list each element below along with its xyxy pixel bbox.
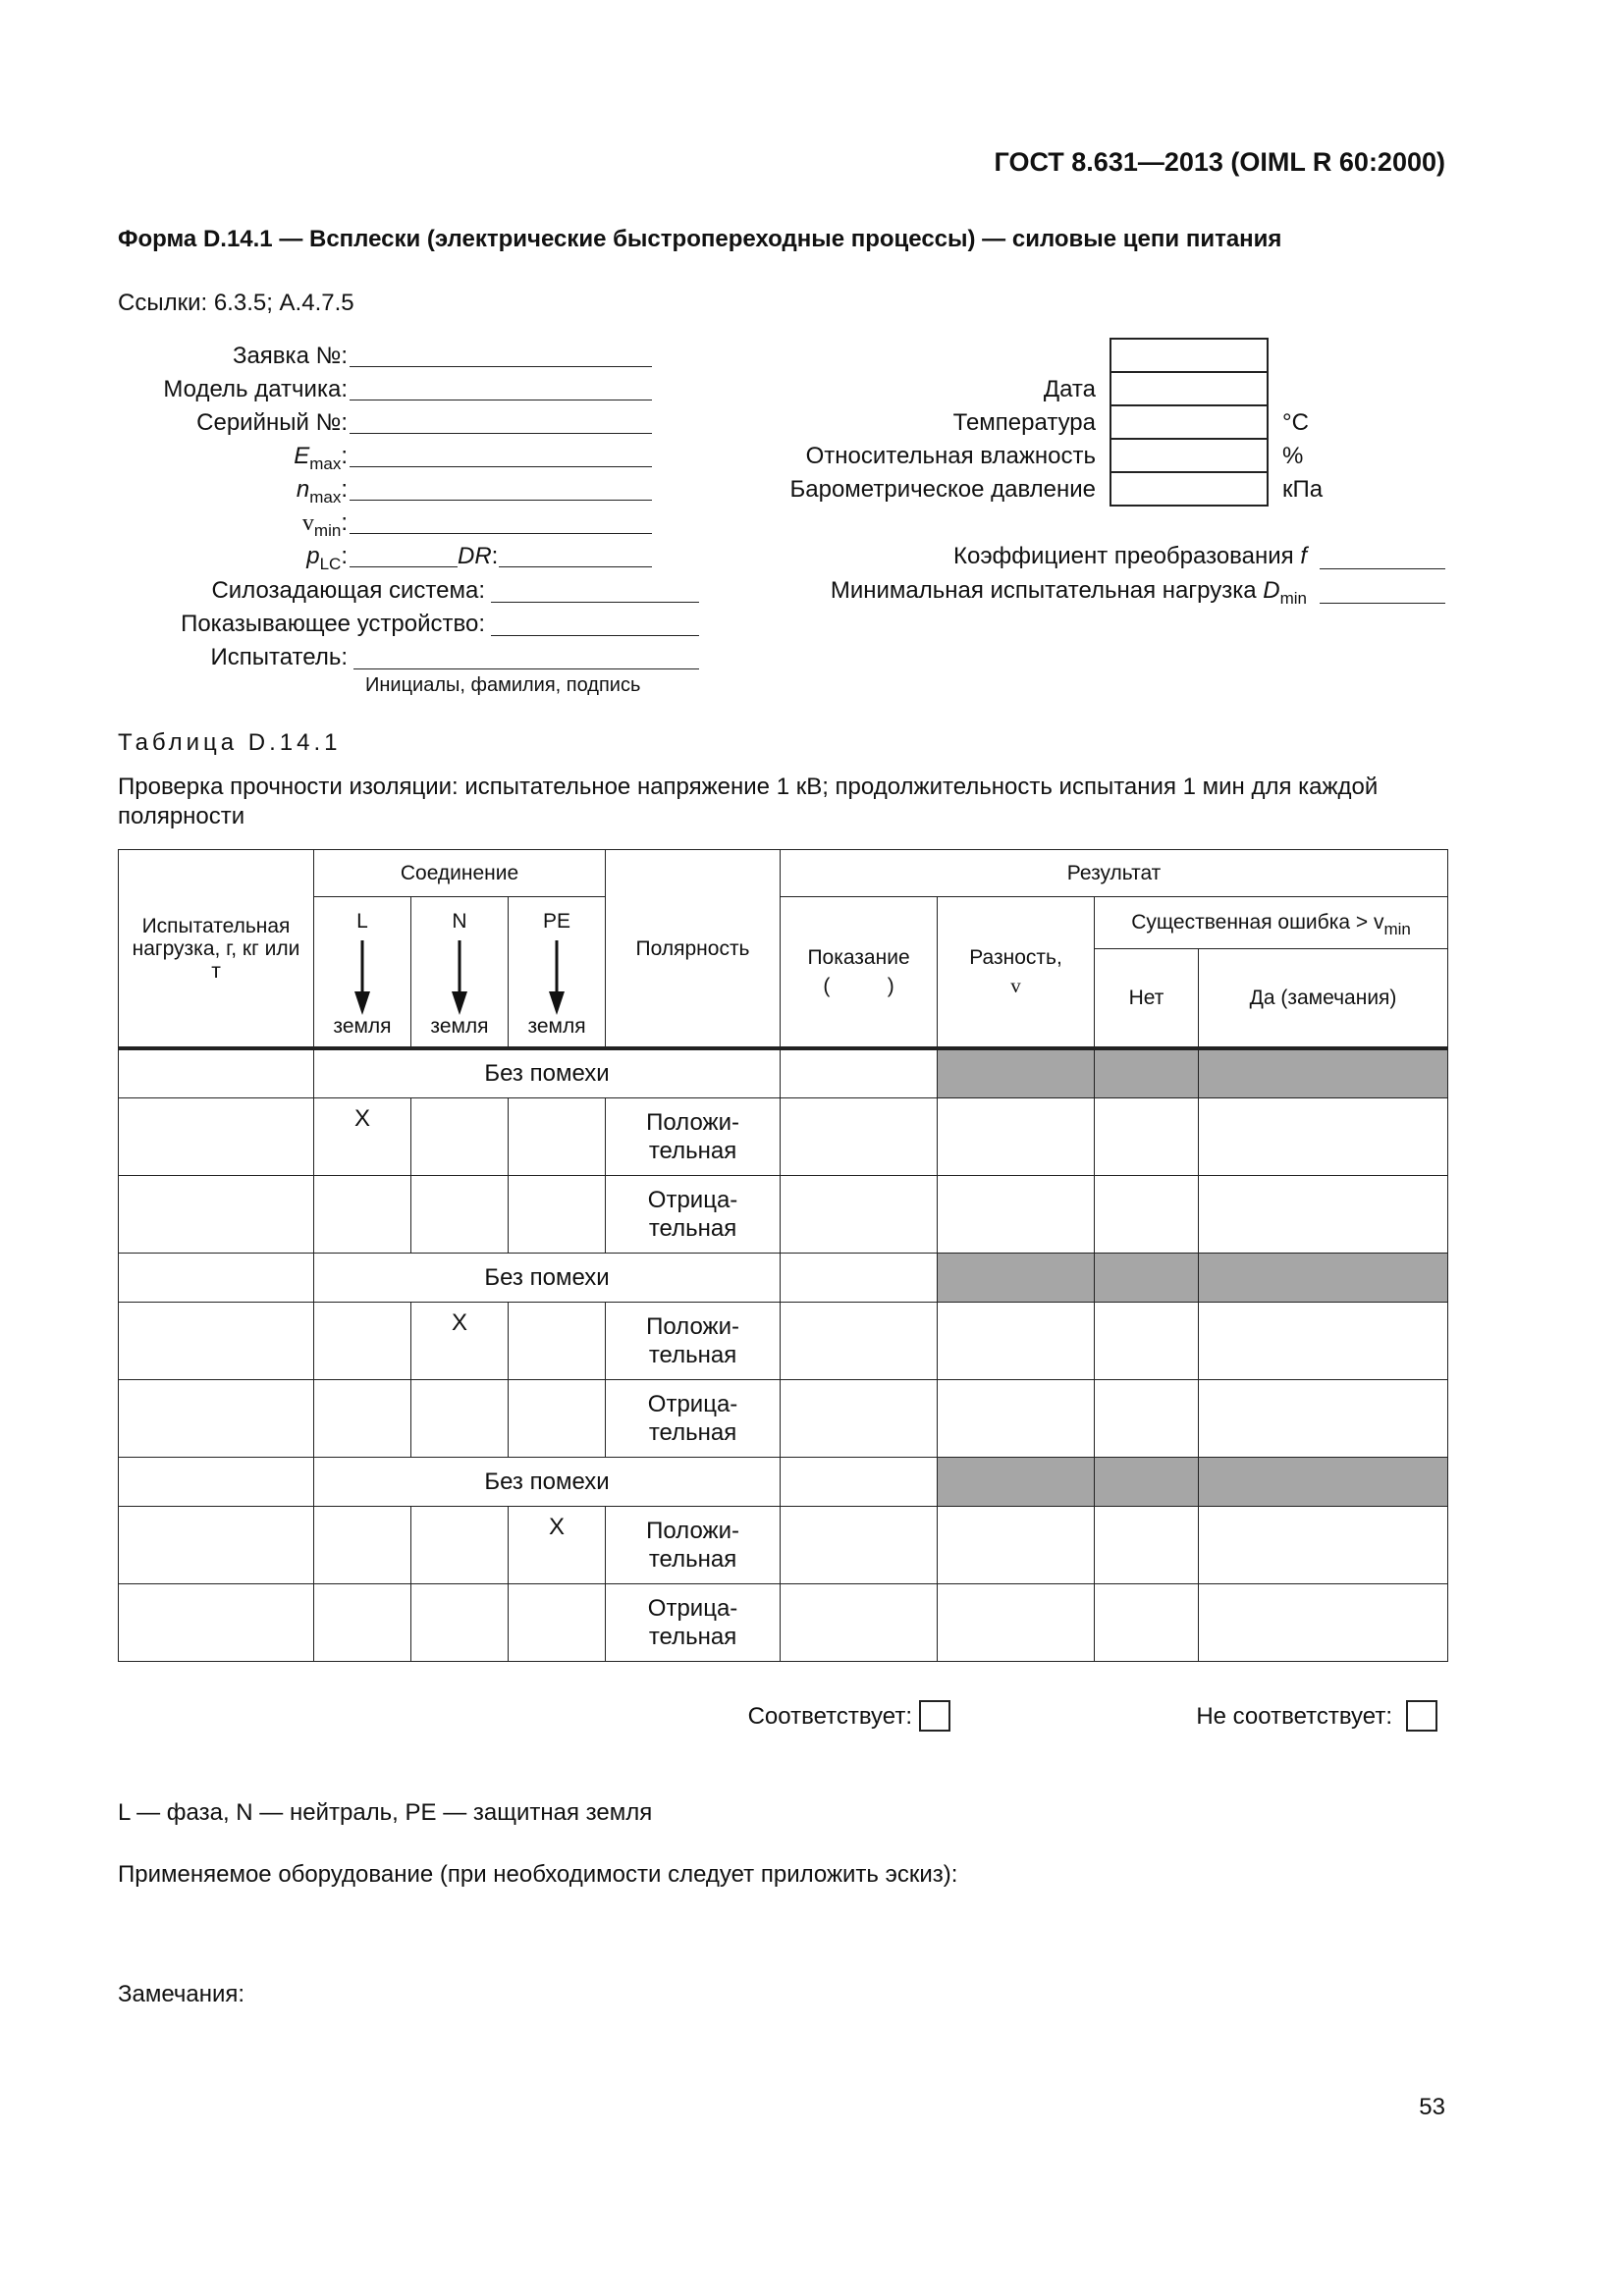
- empty-cell: [411, 1175, 509, 1253]
- header-connection: Соединение: [314, 850, 606, 897]
- serial-line[interactable]: [350, 433, 652, 434]
- insulation-test-table: [118, 849, 1448, 1662]
- header-load: Испытательная нагрузка, г, кг или т: [119, 850, 314, 1049]
- indicator-line[interactable]: [491, 635, 699, 636]
- legend-note: L — фаза, N — нейтраль, PE — защитная земля: [118, 1799, 653, 1826]
- reading-cell[interactable]: [781, 1253, 938, 1302]
- load-cell[interactable]: [119, 1048, 314, 1097]
- header-N: N земля: [411, 897, 509, 1049]
- polarity-positive: Положи-тельная: [606, 1097, 781, 1175]
- empty-cell: [509, 1583, 606, 1661]
- empty-cell: [509, 1097, 606, 1175]
- reading-cell[interactable]: [781, 1583, 938, 1661]
- reading-cell[interactable]: [781, 1379, 938, 1457]
- polarity-negative: Отрица-тельная: [606, 1379, 781, 1457]
- shaded-cell: [938, 1048, 1095, 1097]
- date-box[interactable]: [1110, 371, 1269, 406]
- no-cell[interactable]: [1095, 1379, 1199, 1457]
- load-cell[interactable]: [119, 1175, 314, 1253]
- fail-label: Не соответствует:: [1196, 1703, 1392, 1730]
- fail-checkbox[interactable]: [1406, 1700, 1437, 1732]
- serial-label: Серийный №:: [196, 409, 348, 436]
- no-cell[interactable]: [1095, 1175, 1199, 1253]
- table-description: Проверка прочности изоляции: испытательное напряжение 1 кВ; продолжительность испытания 1 мин для каждой полярности: [118, 774, 1379, 829]
- reading-cell[interactable]: [781, 1097, 938, 1175]
- diff-cell[interactable]: [938, 1583, 1095, 1661]
- humidity-label: Относительная влажность: [805, 443, 1096, 469]
- pass-checkbox[interactable]: [919, 1700, 950, 1732]
- plc-label: $p_{LC}$:: [306, 543, 348, 573]
- yes-cell[interactable]: [1199, 1097, 1448, 1175]
- header-result: Результат: [781, 850, 1448, 897]
- reading-cell[interactable]: [781, 1175, 938, 1253]
- shaded-cell: [1095, 1048, 1199, 1097]
- reading-cell[interactable]: [781, 1302, 938, 1379]
- load-cell[interactable]: [119, 1097, 314, 1175]
- dr-label: DR:: [458, 543, 499, 569]
- arrow-down-icon: [451, 940, 468, 1015]
- yes-cell[interactable]: [1199, 1583, 1448, 1661]
- mark-L: X: [314, 1097, 411, 1175]
- empty-cell: [411, 1097, 509, 1175]
- pass-label: Соответствует:: [747, 1703, 912, 1730]
- diff-cell[interactable]: [938, 1097, 1095, 1175]
- pressure-box[interactable]: [1110, 471, 1269, 507]
- arrow-down-icon: [353, 940, 371, 1015]
- polarity-positive: Положи-тельная: [606, 1302, 781, 1379]
- table-caption: Таблица D.14.1: [118, 729, 342, 756]
- empty-cell: [314, 1379, 411, 1457]
- pressure-label: Барометрическое давление: [789, 476, 1096, 503]
- application-line[interactable]: [350, 366, 652, 367]
- empty-cell: [314, 1506, 411, 1583]
- coef-line[interactable]: [1320, 568, 1445, 569]
- shaded-cell: [1199, 1253, 1448, 1302]
- no-cell[interactable]: [1095, 1302, 1199, 1379]
- load-cell[interactable]: [119, 1379, 314, 1457]
- reading-cell[interactable]: [781, 1048, 938, 1097]
- header-polarity: Полярность: [606, 850, 781, 1049]
- polarity-negative: Отрица-тельная: [606, 1175, 781, 1253]
- empty-cell: [509, 1302, 606, 1379]
- no-disturbance-label: Без помехи: [314, 1048, 781, 1097]
- references: Ссылки: 6.3.5; A.4.7.5: [118, 290, 354, 316]
- emax-line[interactable]: [350, 466, 652, 467]
- header-yes: Да (замечания): [1199, 948, 1448, 1048]
- no-disturbance-label: Без помехи: [314, 1457, 781, 1506]
- shaded-cell: [1199, 1048, 1448, 1097]
- header-reading: Показание ( ): [781, 897, 938, 1049]
- humidity-unit: %: [1282, 443, 1304, 469]
- empty-cell: [509, 1175, 606, 1253]
- diff-cell[interactable]: [938, 1175, 1095, 1253]
- dr-line[interactable]: [499, 566, 652, 567]
- nmax-label: $n_{max}$:: [296, 476, 348, 507]
- blank-box[interactable]: [1110, 338, 1269, 373]
- load-cell[interactable]: [119, 1302, 314, 1379]
- load-cell[interactable]: [119, 1583, 314, 1661]
- page-number: 53: [1419, 2094, 1445, 2120]
- diff-cell[interactable]: [938, 1379, 1095, 1457]
- empty-cell: [314, 1583, 411, 1661]
- humidity-box[interactable]: [1110, 438, 1269, 473]
- indicator-label: Показывающее устройство:: [181, 611, 485, 637]
- mark-N: X: [411, 1302, 509, 1379]
- remarks-label: Замечания:: [118, 1981, 245, 2007]
- reading-cell[interactable]: [781, 1457, 938, 1506]
- sensor-model-label: Модель датчика:: [163, 376, 348, 402]
- force-system-line[interactable]: [491, 602, 699, 603]
- header-diff: Разность, v: [938, 897, 1095, 1049]
- reading-cell[interactable]: [781, 1506, 938, 1583]
- equipment-note: Применяемое оборудование (при необходимости следует приложить эскиз):: [118, 1861, 958, 1888]
- empty-cell: [314, 1302, 411, 1379]
- pressure-unit: кПа: [1282, 476, 1324, 503]
- no-cell[interactable]: [1095, 1506, 1199, 1583]
- form-title: Форма D.14.1 — Всплески (электрические быстропереходные процессы) — силовые цепи питания: [118, 226, 1282, 252]
- shaded-cell: [1095, 1457, 1199, 1506]
- diff-cell[interactable]: [938, 1302, 1095, 1379]
- coef-label: Коэффициент преобразования f: [952, 543, 1307, 569]
- yes-cell[interactable]: [1199, 1379, 1448, 1457]
- header-L: L земля: [314, 897, 411, 1049]
- empty-cell: [411, 1583, 509, 1661]
- tester-label: Испытатель:: [210, 644, 348, 670]
- mark-PE: X: [509, 1506, 606, 1583]
- header-sig-error: Существенная ошибка > $v_{min}$: [1095, 897, 1448, 949]
- temperature-box[interactable]: [1110, 404, 1269, 440]
- minload-label: Минимальная испытательная нагрузка $D_{min}$: [830, 577, 1307, 608]
- shaded-cell: [1095, 1253, 1199, 1302]
- temperature-unit: °C: [1282, 409, 1309, 436]
- polarity-negative: Отрица-тельная: [606, 1583, 781, 1661]
- shaded-cell: [1199, 1457, 1448, 1506]
- application-label: Заявка №:: [232, 343, 348, 369]
- empty-cell: [314, 1175, 411, 1253]
- diff-cell[interactable]: [938, 1506, 1095, 1583]
- empty-cell: [411, 1506, 509, 1583]
- no-cell[interactable]: [1095, 1583, 1199, 1661]
- empty-cell: [509, 1379, 606, 1457]
- yes-cell[interactable]: [1199, 1175, 1448, 1253]
- no-disturbance-label: Без помехи: [314, 1253, 781, 1302]
- emax-label: $E_{max}$:: [294, 443, 348, 473]
- load-cell[interactable]: [119, 1457, 314, 1506]
- header-no: Нет: [1095, 948, 1199, 1048]
- tester-hint: Инициалы, фамилия, подпись: [365, 674, 641, 696]
- shaded-cell: [938, 1253, 1095, 1302]
- yes-cell[interactable]: [1199, 1506, 1448, 1583]
- load-cell[interactable]: [119, 1253, 314, 1302]
- load-cell[interactable]: [119, 1506, 314, 1583]
- vmin-line[interactable]: [350, 533, 652, 534]
- temperature-label: Температура: [952, 409, 1096, 436]
- polarity-positive: Положи-тельная: [606, 1506, 781, 1583]
- no-cell[interactable]: [1095, 1097, 1199, 1175]
- plc-line[interactable]: [350, 566, 458, 567]
- arrow-down-icon: [548, 940, 566, 1015]
- header-PE: PE земля: [509, 897, 606, 1049]
- shaded-cell: [938, 1457, 1095, 1506]
- standard-header: ГОСТ 8.631—2013 (OIML R 60:2000): [994, 147, 1445, 177]
- tester-line[interactable]: [353, 668, 699, 669]
- minload-line[interactable]: [1320, 603, 1445, 604]
- empty-cell: [411, 1379, 509, 1457]
- date-label: Дата: [1043, 376, 1096, 402]
- yes-cell[interactable]: [1199, 1302, 1448, 1379]
- vmin-label: $v_{min}$:: [301, 509, 348, 540]
- force-system-label: Силозадающая система:: [211, 577, 485, 604]
- nmax-line[interactable]: [350, 500, 652, 501]
